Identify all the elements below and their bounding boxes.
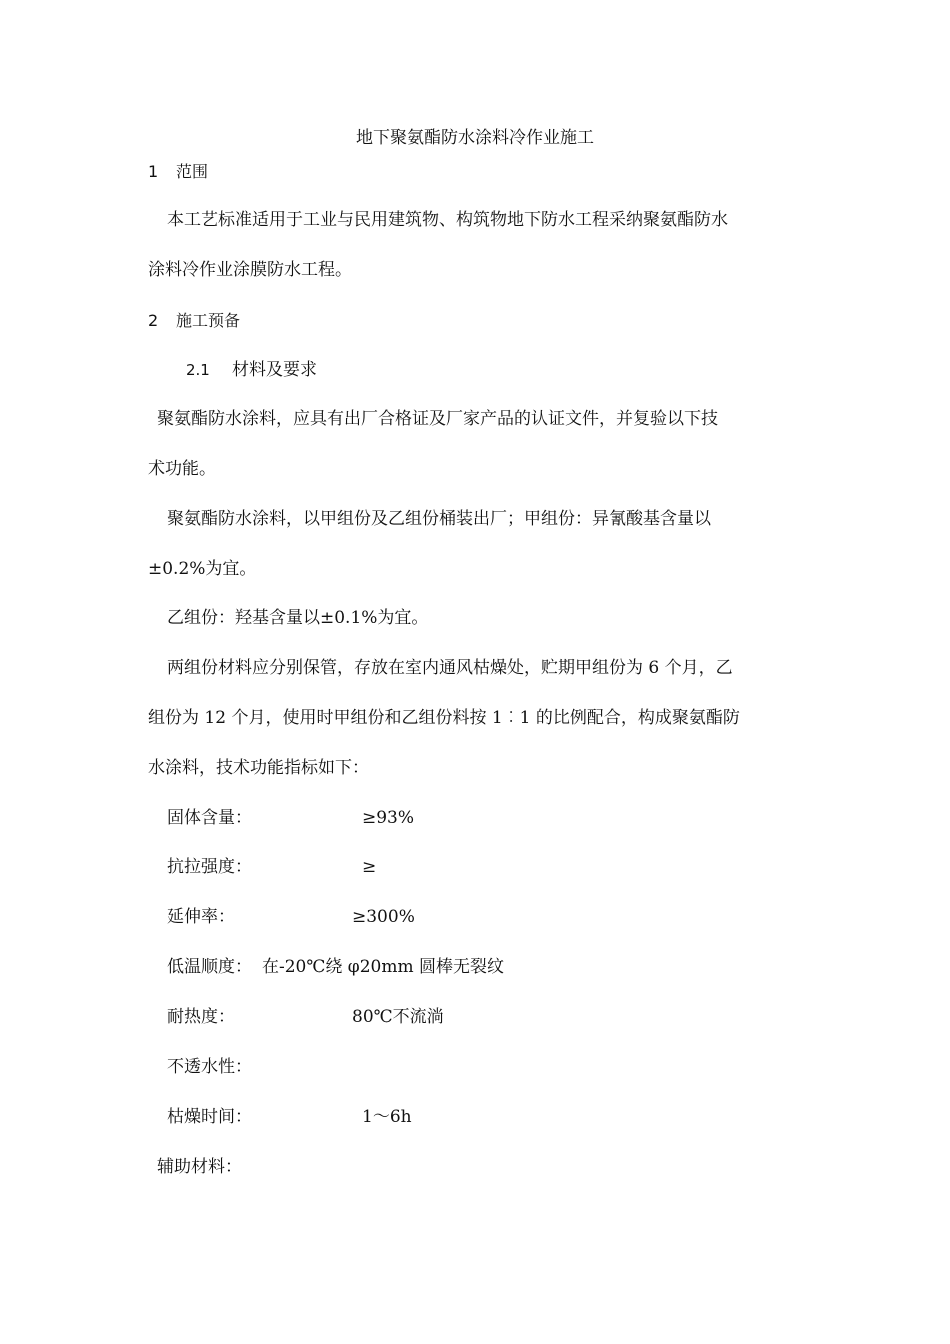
section-2-heading: [148, 310, 240, 332]
section-1-number: 1: [148, 162, 159, 181]
section-1-paragraph-line-1: 本工艺标准适用于工业与民用建筑物、构筑物地下防水工程采纳聚氨酯防水: [167, 210, 728, 230]
materials-paragraph-4-line-3: 水涂料，技术功能指标如下：: [148, 758, 369, 778]
document-title: 地下聚氨酯防水涂料冷作业施工: [356, 128, 594, 148]
section-1-heading: [148, 161, 208, 183]
materials-paragraph-2-line-1: 聚氨酯防水涂料，以甲组份及乙组份桶装出厂；甲组份：异氰酸基含量以: [167, 509, 711, 529]
subsection-2-1-heading: [186, 359, 317, 381]
auxiliary-materials-label: 辅助材料：: [157, 1157, 242, 1177]
materials-paragraph-4-line-1: 两组份材料应分别保管，存放在室内通风枯燥处，贮期甲组份为 6 个月，乙: [167, 658, 733, 678]
spec-value-solid-content: ≥93%: [362, 808, 415, 828]
spec-value-tensile-strength: ≥: [362, 857, 377, 877]
materials-paragraph-1-line-1: 聚氨酯防水涂料，应具有出厂合格证及厂家产品的认证文件，并复验以下技: [157, 409, 718, 429]
subsection-2-1-title: 材料及要求: [232, 360, 317, 380]
materials-paragraph-3: 乙组份：羟基含量以±0.1%为宜。: [167, 608, 429, 628]
section-1-title: 范围: [176, 162, 209, 181]
section-1-paragraph-line-2: 涂料冷作业涂膜防水工程。: [148, 260, 352, 280]
spec-label-impermeability: 不透水性：: [167, 1057, 252, 1077]
subsection-2-1-number: 2.1: [186, 361, 210, 379]
materials-paragraph-1-line-2: 术功能。: [148, 459, 216, 479]
materials-paragraph-4-line-2: 组份为 12 个月，使用时甲组份和乙组份料按 1︰1 的比例配合，构成聚氨酯防: [148, 708, 740, 728]
section-2-number: 2: [148, 311, 159, 330]
materials-paragraph-2-line-2: ±0.2%为宜。: [148, 559, 257, 579]
spec-label-solid-content: 固体含量：: [167, 808, 252, 828]
spec-label-elongation: 延伸率：: [167, 907, 235, 927]
spec-value-drying-time: 1～6h: [362, 1107, 412, 1127]
section-2-title: 施工预备: [176, 311, 241, 330]
spec-label-tensile-strength: 抗拉强度：: [167, 857, 252, 877]
spec-value-elongation: ≥300%: [352, 907, 415, 927]
spec-value-low-temp-flexibility: 在-20℃绕 φ20mm 圆棒无裂纹: [262, 957, 504, 977]
spec-value-heat-resistance: 80℃不流淌: [352, 1007, 444, 1027]
spec-label-low-temp-flexibility: 低温顺度：: [167, 957, 252, 977]
spec-label-heat-resistance: 耐热度：: [167, 1007, 235, 1027]
spec-label-drying-time: 枯燥时间：: [167, 1107, 252, 1127]
